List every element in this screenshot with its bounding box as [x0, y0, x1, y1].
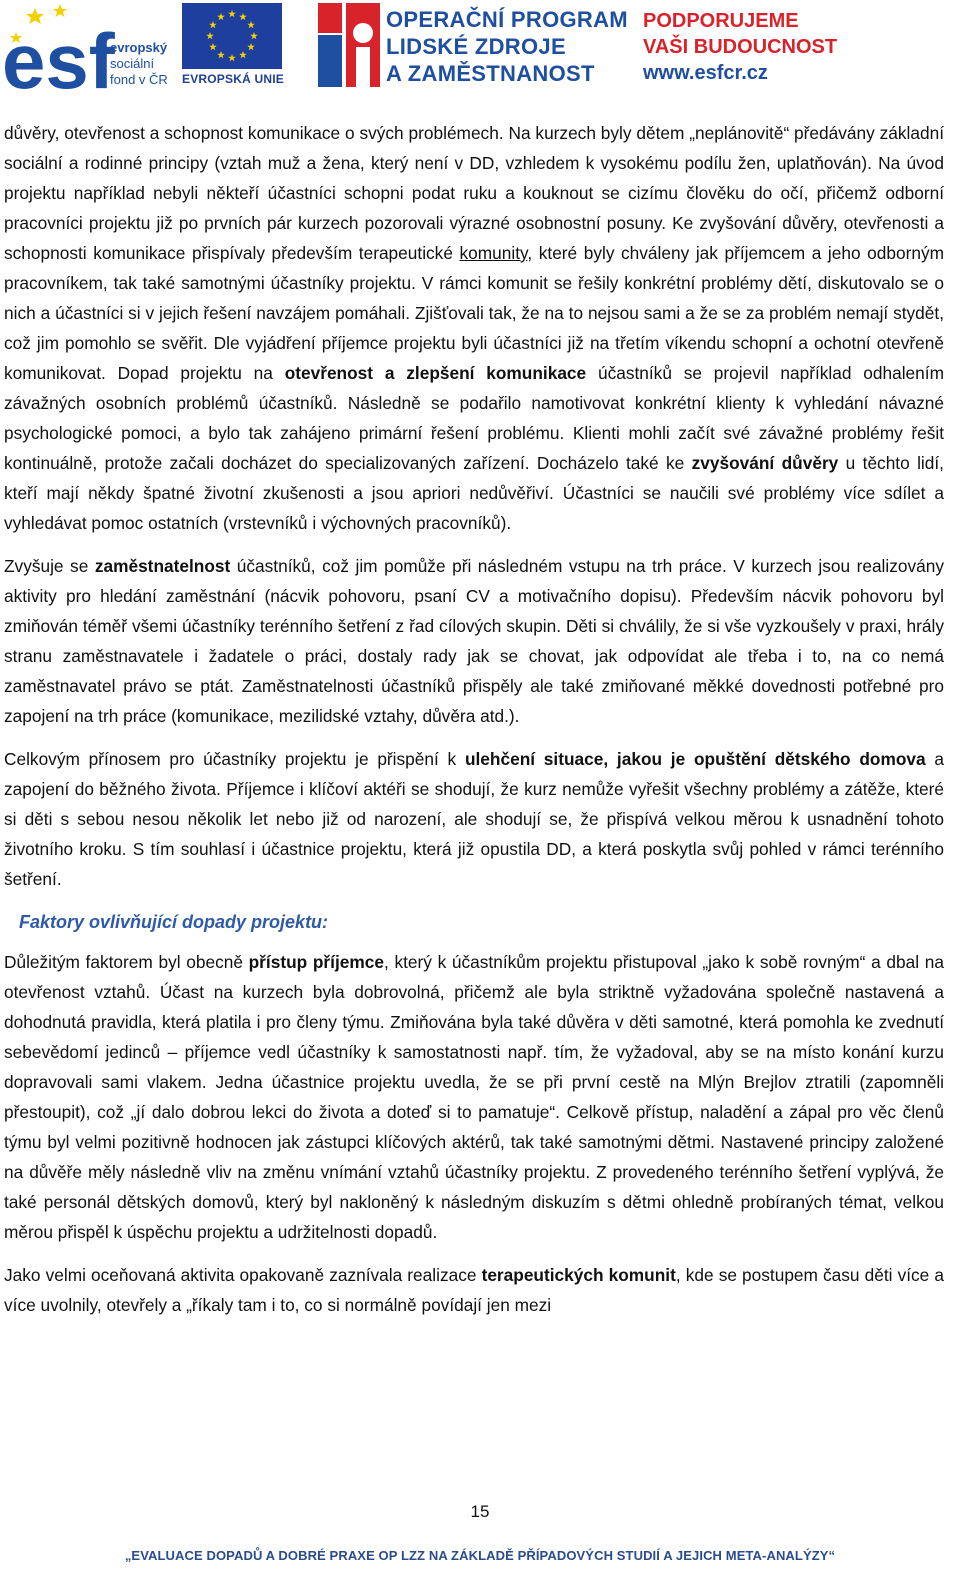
- svg-text:evropský: evropský: [110, 40, 168, 55]
- page-number: 15: [470, 1502, 490, 1521]
- op-lzz-logo-icon: [318, 3, 380, 87]
- page-footer: „EVALUACE DOPADŮ A DOBRÉ PRAXE OP LZZ NA ZÁKLADĚ PŘÍPADOVÝCH STUDIÍ A JEJICH META-ANALÝZY“: [124, 1548, 836, 1563]
- document-body: [4, 118, 944, 1333]
- paragraph-communities: Jako velmi oceňovaná aktivita opakovaně zaznívala realizace terapeutických komunit, kde se postupem času děti více a více uvolnily, otevřely a „říkaly tam i to, co si normálně povídají jen mezi: [4, 1265, 944, 1315]
- support-slogan: PODPORUJEME VAŠI BUDOUCNOST www.esfcr.cz: [643, 10, 838, 84]
- page-header: [0, 0, 960, 96]
- op-program-name: OPERAČNÍ PROGRAM LIDSKÉ ZDROJE A ZAMĚSTNANOST: [386, 7, 628, 86]
- esf-letters: esf: [2, 17, 115, 90]
- svg-text:sociální: sociální: [110, 56, 155, 71]
- svg-text:fond v ČR: fond v ČR: [110, 72, 168, 87]
- esfcr-link[interactable]: www.esfcr.cz: [643, 62, 768, 84]
- esf-logo: [2, 2, 180, 90]
- eu-label: EVROPSKÁ UNIE: [182, 72, 284, 86]
- paragraph-factors: Důležitým faktorem byl obecně přístup příjemce, který k účastníkům projektu přistupoval „jako k sobě rovným“ a dbal na otevřenost vztahů. Účast na kurzech byla dobrovolná, přičemž ale byla striktně vyžadována společně nastavená a dohodnutá pravidla, která platila i pro členy týmu. Zmiňována byla také důvěra v děti samotné, která pomohla ke zvednutí sebevědomí jedinců – příjemce vedl účastníky k samostatnosti např. tím, že vyžadoval, aby se na místo konání kurzu dopravovali sami vlakem. Jedna účastnice projektu uvedla, že se při první cestě na Mlýn Brejlov ztratili (zapomněli přestoupit), což „jí dalo dobrou lekci do života a doteď si to pamatuje“. Celkově přístup, naladění a zápal pro věc členů týmu byl velmi pozitivně hodnocen jak zástupci klíčových aktérů, tak také samotnými dětmi. Nastavené principy založené na důvěře měly následně vliv na změnu vnímání vztahů účastníky projektu. Z provedeného terénního šetření vyplývá, že také personál dětských domovů, který byl nakloněný k následným diskuzím s dětmi ohledně probíraných témat, velkou měrou přispěl k úspěchu projektu a udržitelnosti dopadů.: [4, 952, 945, 1242]
- paragraph-leaving-home: Celkovým přínosem pro účastníky projektu je přispění k ulehčení situace, jakou je opuštění dětského domova a zapojení do běžného života. Příjemce i klíčoví aktéři se shodují, že kurz nemůže vyřešit všechny problémy a zátěže, které si děti s sebou nesou několik let nebo již od narození, ale shodují se, že přispívá velkou měrou k usnadnění tohoto životního kroku. S tím souhlasí i účastnice projektu, která již opustila DD, a která poskytla svůj pohled v rámci terénního šetření.: [4, 749, 944, 889]
- paragraph-employability: Zvyšuje se zaměstnatelnost účastníků, což jim pomůže při následném vstupu na trh práce. V kurzech jsou realizovány aktivity pro hledání zaměstnání (nácvik pohovoru, psaní CV a motivačního dopisu). Především nácvik pohovoru byl zmiňován téměř všemi účastníky terénního šetření z řad cílových skupin. Děti si chválily, že si vše vyzkoušely v praxi, hrály stranu zaměstnavatele i žadatele o práci, dostaly rady jak se chovat, jak odpovídat ale třeba i to, na co nemá zaměstnavatel právo se ptát. Zaměstnatelnosti účastníků přispěly ale také zmiňované měkké dovednosti potřebné pro zapojení na trh práce (komunikace, mezilidské vztahy, důvěra atd.).: [4, 556, 944, 726]
- paragraph-communication: důvěry, otevřenost a schopnost komunikace o svých problémech. Na kurzech byly dětem „neplánovitě“ předávány základní sociální a rodinné principy (vztah muž a žena, který není v DD, vzhledem k vysokému podílu žen, uplatňován). Na úvod projektu například nebyli někteří účastníci schopni podat ruku a kouknout se cizímu člověku do očí, přičemž odborní pracovníci projektu již po prvních pár kurzech pozorovali výrazné osobnostní posuny. Ke zvyšování důvěry, otevřenosti a schopnosti komunikace přispívaly především terapeutické komunity, které byly chváleny jak příjemcem a jeho odborným pracovníkem, tak také samotnými účastníky projektu. V rámci komunit se řešily konkrétní problémy dětí, diskutovalo se o nich a účastníci si v jejich řešení navzájem pomáhali. Zjišťovali tak, že na to nejsou sami a že se za problém nemají stydět, což jim pomohlo se svěřit. Dle vyjádření příjemce projektu byli účastníci již na třetím víkendu schopní a ochotní otevřeně komunikovat. Dopad projektu na otevřenost a zlepšení komunikace účastníků se projevil například odhalením závažných osobních problémů účastníků. Následně se podařilo namotivovat konkrétní klienty k vyhledání návazné psychologické pomoci, a bylo tak zahájeno primární řešení problému. Klienti mohli začít své závažné problémy řešit kontinuálně, protože začali docházet do specializovaných zařízení. Docházelo také ke zvyšování důvěry u těchto lidí, kteří mají někdy špatné životní zkušenosti a jsou apriori nedůvěřiví. Účastníci se naučili své problémy více sdílet a vyhledávat pomoc ostatních (vrstevníků i výchovných pracovníků).: [4, 123, 944, 533]
- eu-flag-icon: [182, 3, 282, 69]
- section-heading: Faktory ovlivňující dopady projektu:: [19, 912, 329, 932]
